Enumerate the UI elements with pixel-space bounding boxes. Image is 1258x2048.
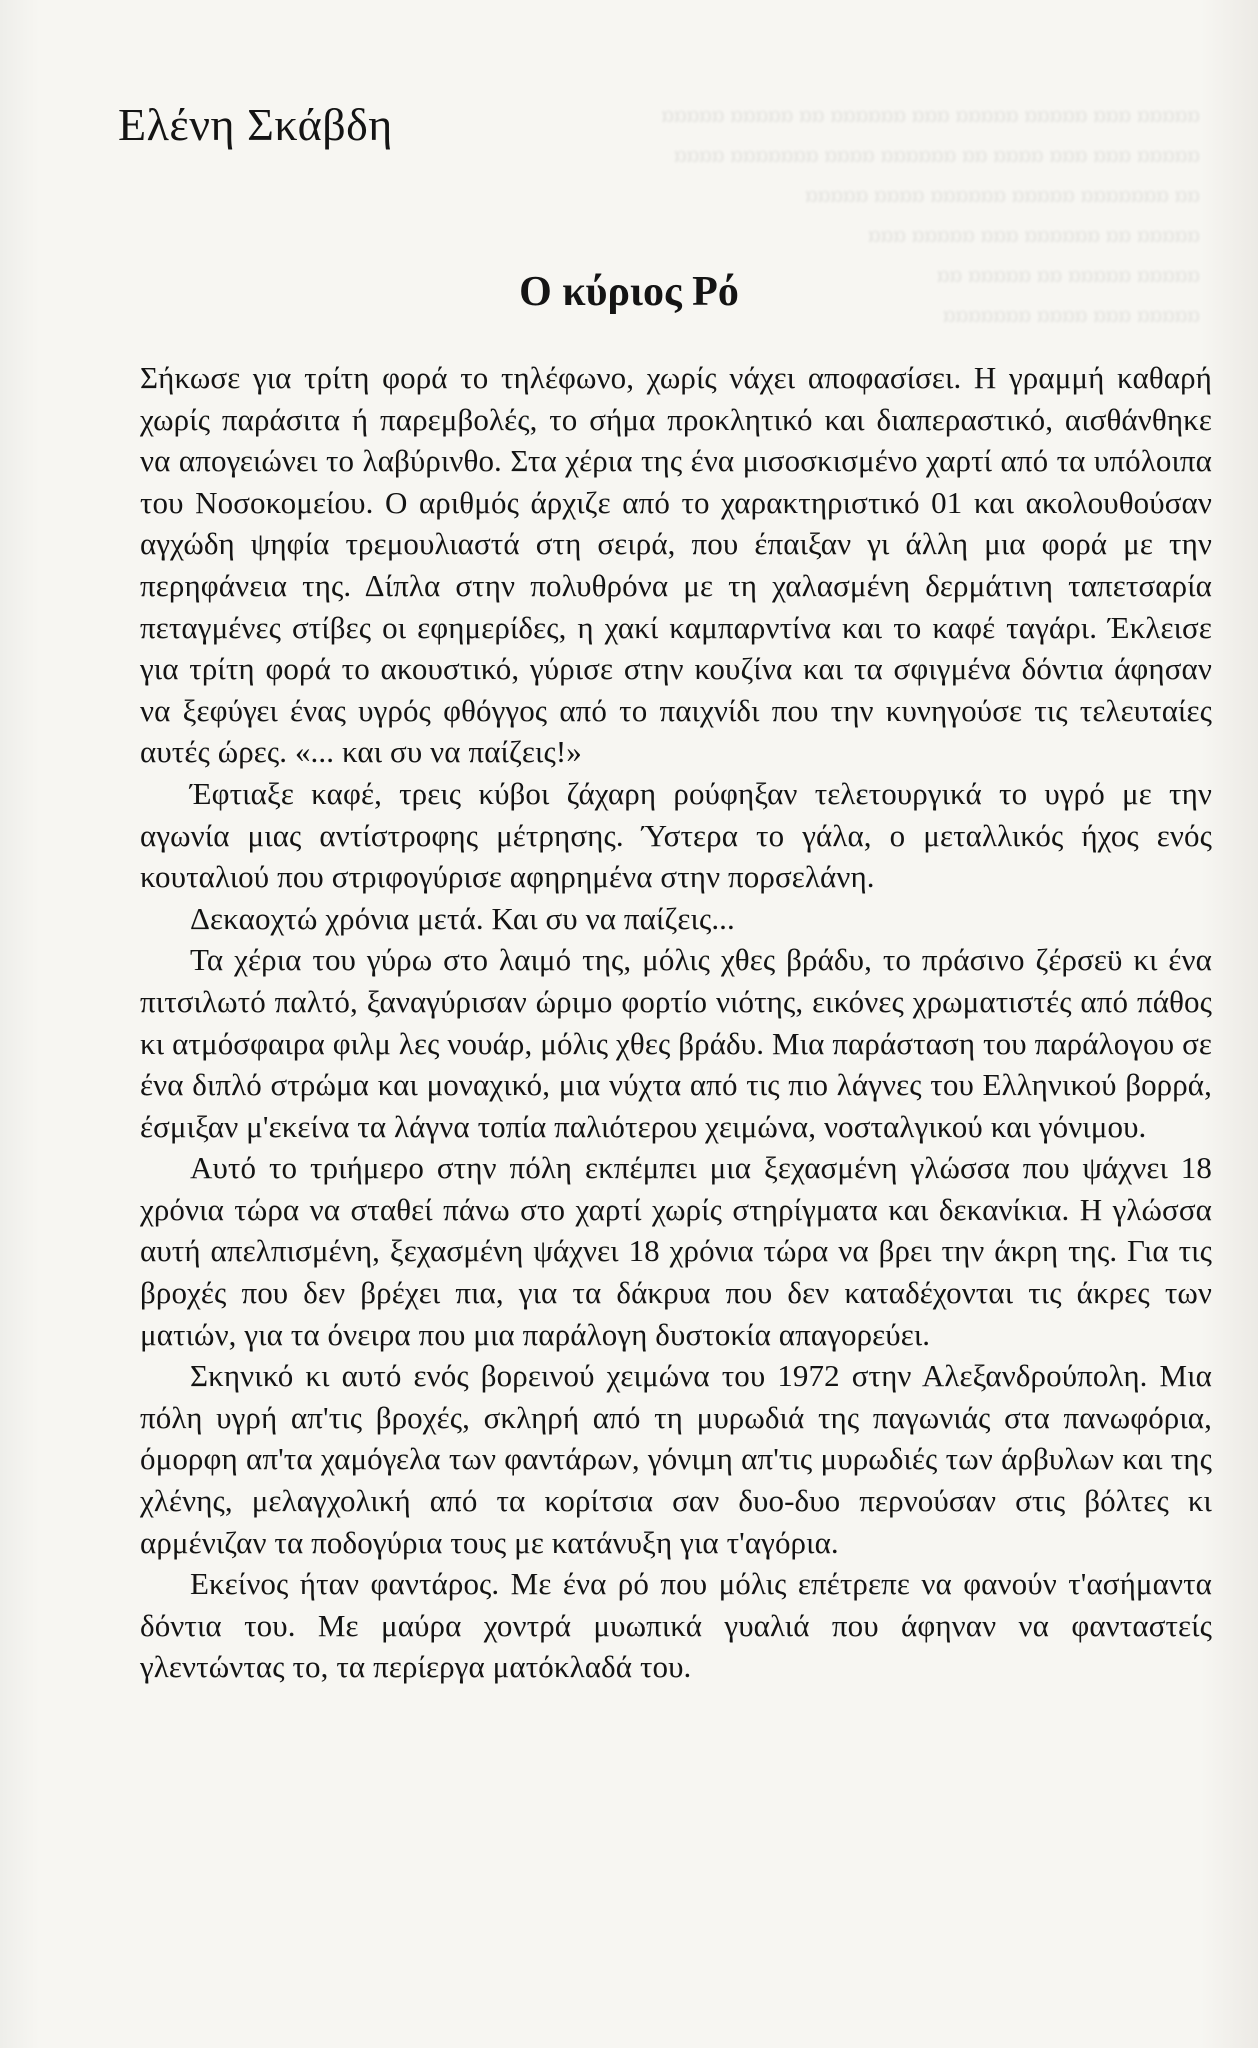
story-body bbox=[140, 357, 1212, 1688]
paragraph-1: Σήκωσε για τρίτη φορά το τηλέφωνο, χωρίς νάχει αποφασίσει. Η γραμμή καθαρή χωρίς παράσιτα ή παρεμβολές, το σήμα προκλητικό και διαπεραστικό, αισθάνθηκε να απογειώνει το λαβύρινθο. Στα χέρια της ένα μισοσκισμένο χαρτί από τα υπόλοιπα του Νοσοκομείου. Ο αριθμός άρχιζε από το χαρακτηριστικό 01 και ακολουθούσαν αγχώδη ψηφία τρεμουλιαστά στη σειρά, που έπαιξαν γι άλλη μια φορά με την περηφάνεια της. Δίπλα στην πολυθρόνα με τη χαλασμένη δερμάτινη ταπετσαρία πεταγμένες στίβες οι εφημερίδες, η χακί καμπαρντίνα και το καφέ ταγάρι. Έκλεισε για τρίτη φορά το ακουστικό, γύρισε στην κουζίνα και τα σφιγμένα δόντια άφησαν να ξεφύγει ένας υγρός φθόγγος από το παιχνίδι που την κυνηγούσε τις τελευταίες αυτές ώρες. «... και συ να παίζεις!» bbox=[140, 360, 1212, 770]
story-title: Ο κύριος Ρό bbox=[519, 269, 739, 315]
author-name: Ελένη Σκάβδη bbox=[118, 99, 393, 150]
paragraph-3: Δεκαοχτώ χρόνια μετά. Και συ να παίζεις... bbox=[190, 900, 735, 936]
paragraph-5: Αυτό το τριήμερο στην πόλη εκπέμπει μια ξεχασμένη γλώσσα που ψάχνει 18 χρόνια τώρα να σταθεί πάνω στο χαρτί χωρίς στηρίγματα και δεκανίκια. Η γλώσσα αυτή απελπισμένη, ξεχασμένη ψάχνει 18 χρόνια τώρα να βρει την άκρη της. Για τις βροχές που δεν βρέχει πια, για τα δάκρυα που δεν καταδέχονται τις άκρες των ματιών, για τα όνειρα που μια παράλογη δυστοκία απαγορεύει. bbox=[140, 1150, 1212, 1352]
paragraph-7: Εκείνος ήταν φαντάρος. Με ένα ρό που μόλις επέτρεπε να φανούν τ'ασήμαντα δόντια του. Με μαύρα χοντρά μυωπικά γυαλιά που άφηναν να φανταστείς γλεντώντας το, τα περίεργα ματόκλαδά του. bbox=[140, 1566, 1212, 1685]
show-through-text: ααααα ααα ααααα ααααα ααα αααααα αα ααααα ααααα ααααα ααα ααα αααα αα αααααα αααα ααααααα αααα αα ααααααα ααααα αααααα αααα ααααα ααααα αα αααααα ααα ααααα ααα ααααα ααααα αα ααααα αα ααααα ααα αααα ααααααα bbox=[661, 102, 1200, 328]
paragraph-4: Τα χέρια του γύρω στο λαιμό της, μόλις χθες βράδυ, το πράσινο ζέρσεϋ κι ένα πιτσιλωτό παλτό, ξαναγύρισαν ώριμο φορτίο νιότης, εικόνες χρωματιστές από πάθος κι ατμόσφαιρα φιλμ λες νουάρ, μόλις χθες βράδυ. Μια παράσταση του παράλογου σε ένα διπλό στρώμα και μοναχικό, μια νύχτα από τις πιο λάγνες του Ελληνικού βορρά, έσμιξαν μ'εκείνα τα λάγνα τοπία παλιότερου χειμώνα, νοσταλγικού και γόνιμου. bbox=[140, 942, 1212, 1144]
paragraph-2: Έφτιαξε καφέ, τρεις κύβοι ζάχαρη ρούφηξαν τελετουργικά το υγρό με την αγωνία μιας αντίστροφης μέτρησης. Ύστερα το γάλα, ο μεταλλικός ήχος ενός κουταλιού που στριφογύρισε αφηρημένα στην πορσελάνη. bbox=[140, 775, 1212, 895]
paragraph-6: Σκηνικό κι αυτό ενός βορεινού χειμώνα του 1972 στην Αλεξανδρούπολη. Μια πόλη υγρή απ'τις βροχές, σκληρή από τη μυρωδιά της παγωνιάς στα πανωφόρια, όμορφη απ'τα χαμόγελα των φαντάρων, γόνιμη απ'τις μυρωδιές των άρβυλων και της χλένης, μελαγχολική από τα κορίτσια σαν δυο-δυο περνούσαν στις βόλτες κι αρμένιζαν τα ποδογύρια τους με κατάνυξη για τ'αγόρια. bbox=[140, 1358, 1212, 1560]
